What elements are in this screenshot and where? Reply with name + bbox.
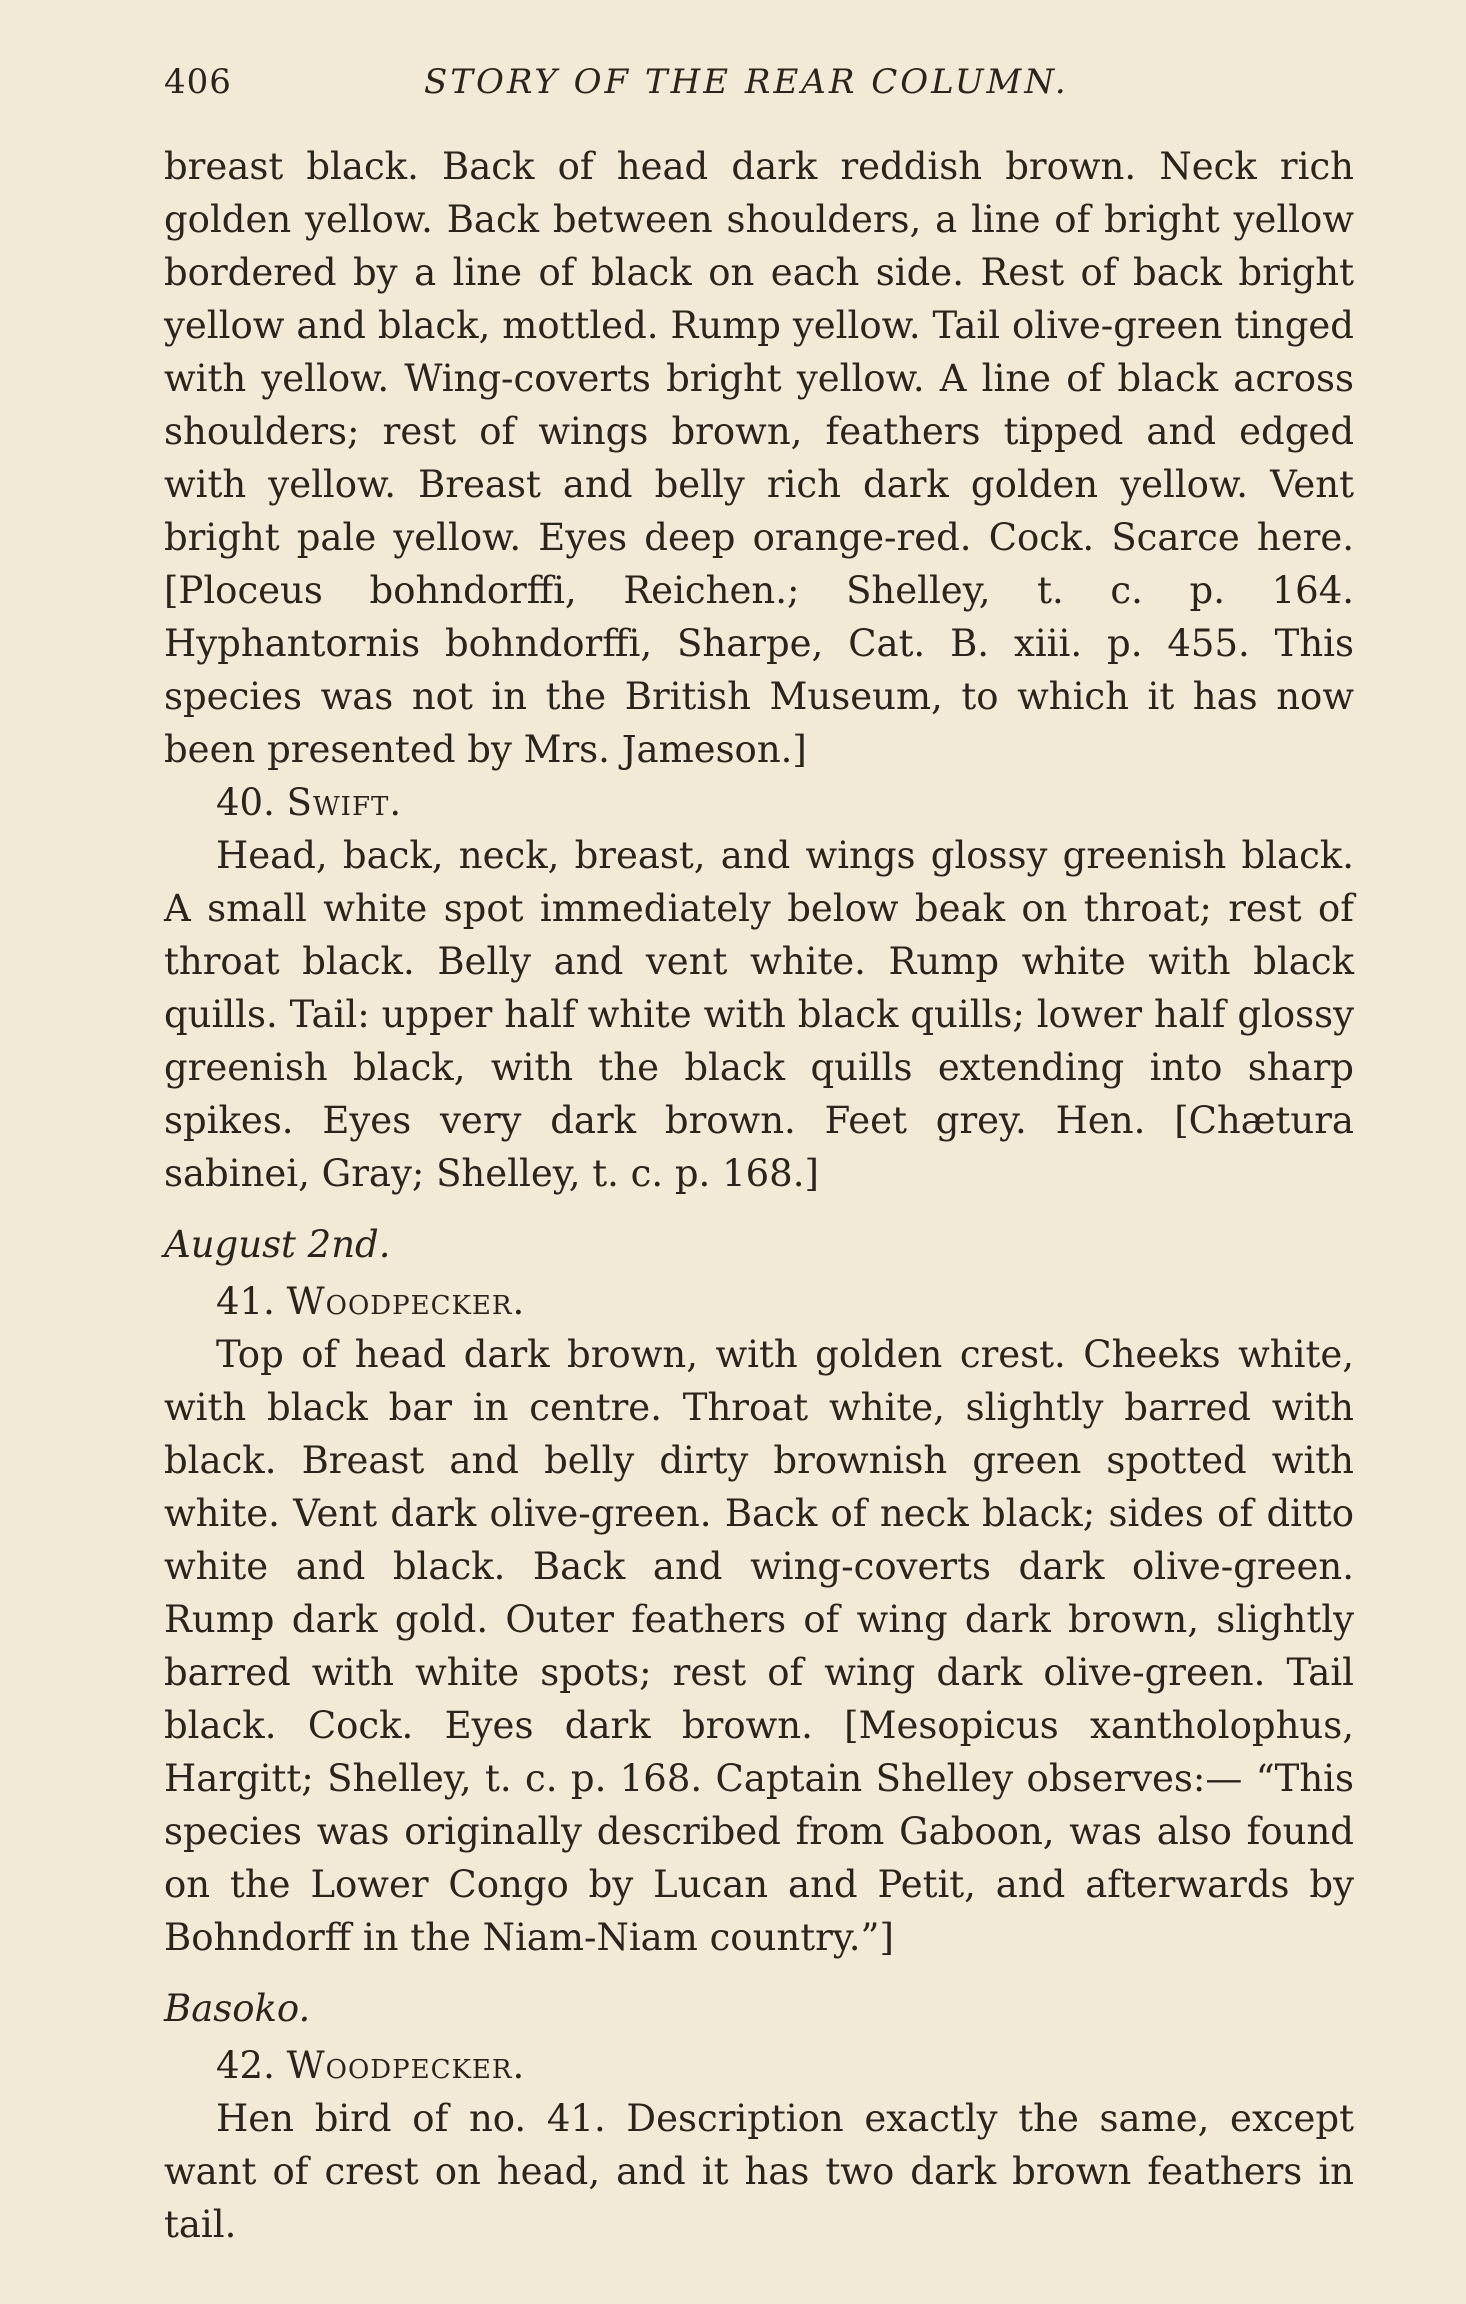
paragraph-woodpecker-42-description: Hen bird of no. 41. Description exactly the same, except want of crest on head, and it has two dark brown feathers in tail. — [164, 2097, 1354, 2246]
running-title: STORY OF THE REAR COLUMN. — [424, 62, 1069, 102]
spacer — [164, 1200, 1354, 1212]
entry-name: Swift. — [286, 781, 403, 824]
paragraph-swift-description: Head, back, neck, breast, and wings glossy greenish black. A small white spot immediately below beak on throat; rest of throat black. Belly and vent white. Rump white with black quills. Tail: upper half white with black quills; lower half glossy greenish black, with the black quills extending into sharp spikes. Eyes very dark brown. Feet grey. Hen. [Chætura sabinei, Gray; Shelley, t. c. p. 168.] — [164, 834, 1354, 1195]
entry-heading-woodpecker-41 — [164, 1275, 1354, 1328]
entry-number: 42. — [216, 2044, 275, 2087]
paragraph-woodpecker-41-description: Top of head dark brown, with golden crest. Cheeks white, with black bar in centre. Throat white, slightly barred with black. Breast and belly dirty brownish green spotted with white. Vent dark olive-green. Back of neck black; sides of ditto white and black. Back and wing-coverts dark olive-green. Rump dark gold. Outer feathers of wing dark brown, slightly barred with white spots; rest of wing dark olive-green. Tail black. Cock. Eyes dark brown. [Mesopicus xantholophus, Hargitt; Shelley, t. c. p. 168. Captain Shelley observes:— “This species was originally described from Gaboon, was also found on the Lower Congo by Lucan and Petit, and afterwards by Bohndorff in the Niam-Niam country.”] — [164, 1333, 1354, 1959]
place-date-heading: August 2nd. — [164, 1223, 391, 1266]
place-heading: Basoko. — [164, 1987, 311, 2030]
entry-heading-woodpecker-42 — [164, 2039, 1354, 2092]
entry-name: Woodpecker. — [286, 2044, 526, 2087]
entry-heading-swift — [164, 776, 1354, 829]
entry-name: Woodpecker. — [286, 1280, 526, 1323]
entry-number: 40. — [216, 781, 275, 824]
page-number: 406 — [164, 62, 232, 102]
page-header — [164, 62, 1354, 112]
body-text — [164, 140, 1354, 2251]
entry-number: 41. — [216, 1280, 275, 1323]
paragraph-weaver-description: breast black. Back of head dark reddish brown. Neck rich golden yellow. Back between shoulders, a line of bright yellow bordered by a line of black on each side. Rest of back bright yellow and black, mottled. Rump yellow. Tail olive-green tinged with yellow. Wing-coverts bright yellow. A line of black across shoulders; rest of wings brown, feathers tipped and edged with yellow. Breast and belly rich dark golden yellow. Vent bright pale yellow. Eyes deep orange-red. Cock. Scarce here. [Ploceus bohndorffi, Reichen.; Shelley, t. c. p. 164. Hyphantornis bohndorffi, Sharpe, Cat. B. xiii. p. 455. This species was not in the British Museum, to which it has now been presented by Mrs. Jameson.] — [164, 145, 1354, 771]
spacer — [164, 1964, 1354, 1976]
